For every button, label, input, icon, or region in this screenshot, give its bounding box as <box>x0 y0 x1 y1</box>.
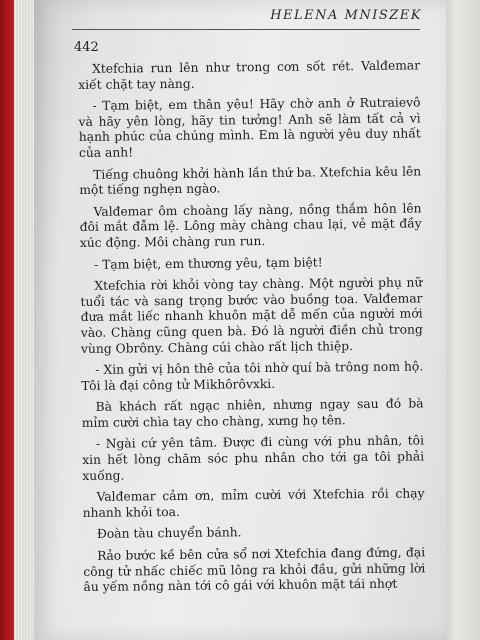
paragraph: - Ngài cứ yên tâm. Được đi cùng với phu nhân, tôi xin hết lòng chăm sóc phu nhân cho tới ga tôi phải xuống. <box>82 433 425 483</box>
body-text <box>78 58 426 601</box>
book-page <box>34 0 446 640</box>
paragraph: Valđemar cảm ơn, mỉm cười với Xtefchia rồi chạy nhanh khỏi toa. <box>82 486 425 520</box>
running-head: HELENA MNISZEK <box>270 8 422 23</box>
paragraph: Xtefchia run lên như trong cơn sốt rét. Valđemar xiết chặt tay nàng. <box>78 58 421 92</box>
paragraph: Tiếng chuông khởi hành lần thứ ba. Xtefchia kêu lên một tiếng nghẹn ngào. <box>79 163 422 198</box>
paragraph: Bà khách rất ngạc nhiên, nhưng ngay sau đó bà mỉm cười chìa tay cho chàng, xưng họ tên. <box>81 396 424 430</box>
paragraph: Xtefchia rời khỏi vòng tay chàng. Một người phụ nữ tuổi tác và sang trọng bước vào buồng toa. Valđemar đưa mắt liếc nhanh khuôn mặt dễ mến của người mới vào. Chàng cũng quen bà. Đó là người điền chủ trong vùng Obrôny. Chàng cúi chào rất lịch thiệp. <box>80 275 423 356</box>
paragraph: - Xin gửi vị hôn thê của tôi nhờ quí bà trông nom hộ. Tôi là đại công tử Mikhôrôvxki. <box>81 359 424 393</box>
paragraph: Đoàn tàu chuyển bánh. <box>96 525 242 542</box>
paragraph: Rảo bước kề bên cửa sổ nơi Xtefchia đang đứng, đại công tử nhấc chiếc mũ lông ra khỏi đầu, gửi những lời âu yếm nồng nàn tới cô gái với khuôn mặt tái nhợt <box>83 545 426 595</box>
page-number: 442 <box>74 40 99 55</box>
paragraph: - Tạm biệt, em thân yêu! Hãy chờ anh ở Rutraievô và hãy yên lòng, hãy tin tưởng! Anh sẽ làm tất cả vì hạnh phúc của chúng mình. Em là người yêu duy nhất của anh! <box>78 95 421 160</box>
paragraph: - Tạm biệt, em thương yêu, tạm biệt! <box>94 254 323 272</box>
adjacent-page <box>440 0 480 640</box>
header-rule <box>72 29 420 30</box>
page-stack-edge <box>14 0 36 640</box>
paragraph: Valđemar ôm choàng lấy nàng, nồng thắm hôn lên đôi mắt đẫm lệ. Lông mày chàng chau lại, vẻ mặt đầy xúc động. Môi chàng run run. <box>79 201 422 250</box>
